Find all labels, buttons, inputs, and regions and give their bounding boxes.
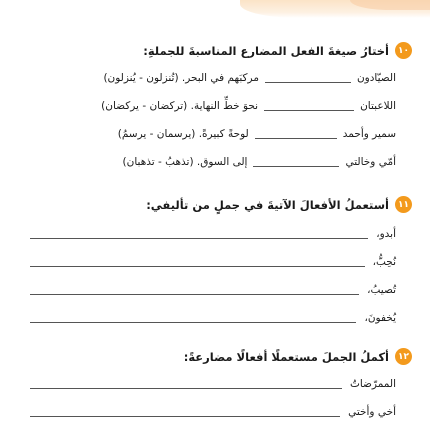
q11-row-2 <box>30 256 396 268</box>
answer-line[interactable] <box>30 416 340 417</box>
row-text: لوحةً كبيرةً. (يرسمان - يرسمُ) <box>117 128 249 140</box>
answer-blank[interactable] <box>253 166 339 167</box>
q12-row-1 <box>30 378 396 390</box>
question-title: أختارُ صيغةَ الفعل المضارع المناسبةَ للجملةِ: <box>143 43 389 58</box>
sentence-start: أخي وأختي <box>348 406 396 418</box>
q10-row-1 <box>103 72 396 84</box>
question-number-badge: ١٠ <box>395 42 412 59</box>
question-title: أستعملُ الأفعالَ الآتيةَ في جملٍ من تأليفي: <box>146 197 389 212</box>
verb-prompt: نُحِبُّ، <box>372 256 396 268</box>
q11-row-1 <box>30 228 396 240</box>
row-subject: سمير وأحمد <box>342 128 396 140</box>
row-text: إلى السوق. (تذهبُ - تذهبان) <box>122 156 248 168</box>
verb-prompt: أبدو، <box>376 228 396 240</box>
answer-blank[interactable] <box>265 82 351 83</box>
verb-prompt: تُصيبُ، <box>367 284 396 296</box>
q12-row-2 <box>30 406 396 418</box>
answer-line[interactable] <box>30 294 359 295</box>
q10-row-3 <box>118 128 396 140</box>
question-10 <box>20 42 412 59</box>
answer-blank[interactable] <box>255 138 337 139</box>
row-text: مركبَهم في البحر. (تُنزلون - يُنزلون) <box>103 72 259 84</box>
q11-row-3 <box>30 284 396 296</box>
answer-line[interactable] <box>30 322 356 323</box>
q11-row-4 <box>30 312 396 324</box>
row-subject: الصيّادون <box>356 72 396 84</box>
row-subject: أمّي وخالتي <box>345 156 396 168</box>
question-number-badge: ١١ <box>395 196 412 213</box>
q10-row-2 <box>101 100 396 112</box>
answer-line[interactable] <box>30 238 368 239</box>
row-text: نحوَ خطِّ النهاية. (تركضان - يركضان) <box>101 100 259 112</box>
q10-row-4 <box>123 156 396 168</box>
row-subject: اللاعبتان <box>360 100 396 112</box>
answer-blank[interactable] <box>264 110 354 111</box>
question-12 <box>20 348 412 365</box>
sentence-start: الممرّضاتُ <box>349 378 396 390</box>
answer-line[interactable] <box>30 388 342 389</box>
question-number-badge: ١٢ <box>395 348 412 365</box>
verb-prompt: يُخفونَ، <box>364 312 396 324</box>
answer-line[interactable] <box>30 266 365 267</box>
question-title: أكملُ الجملَ مستعملًا أفعالًا مضارعةً: <box>183 349 389 364</box>
question-11 <box>20 196 412 213</box>
